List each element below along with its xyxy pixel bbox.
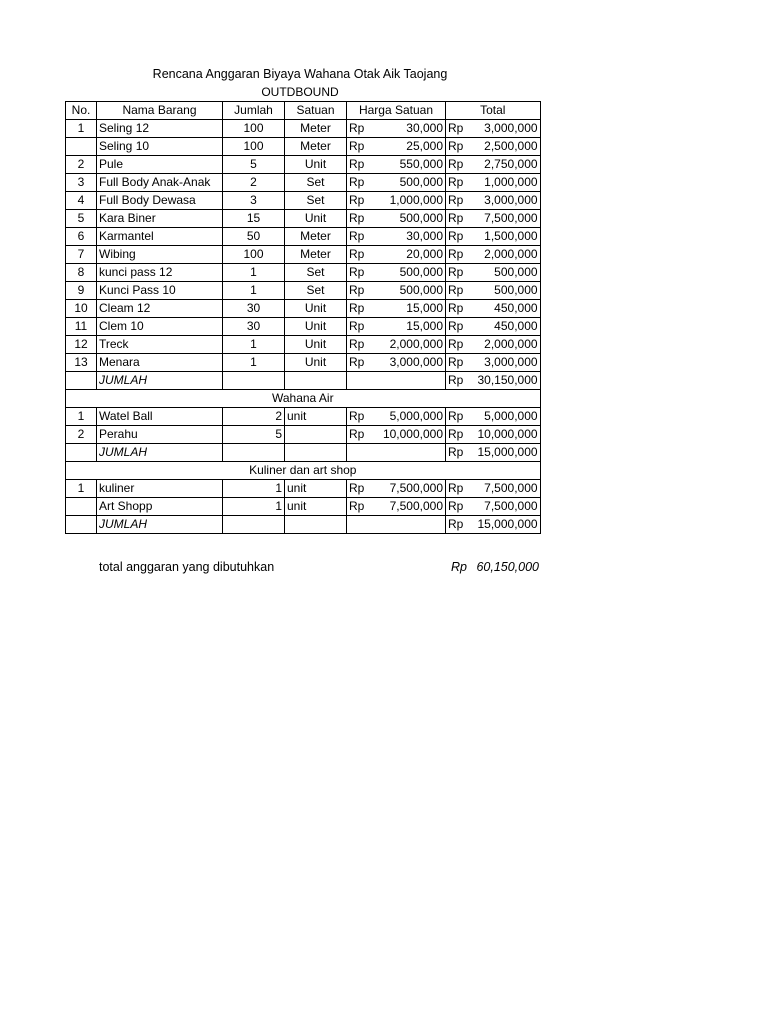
item-unit-price: 500,000 — [377, 210, 446, 228]
total-currency: Rp — [446, 156, 476, 174]
row-number: 1 — [66, 480, 97, 498]
item-total: 10,000,000 — [476, 426, 541, 444]
document-title: Rencana Anggaran Biyaya Wahana Otak Aik Taojang — [152, 67, 448, 81]
table-row — [66, 318, 541, 336]
price-currency: Rp — [347, 498, 377, 516]
item-unit-price: 15,000 — [377, 300, 446, 318]
item-unit-price: 30,000 — [377, 120, 446, 138]
item-name: kunci pass 12 — [97, 264, 223, 282]
item-total: 3,000,000 — [476, 192, 541, 210]
row-number: 4 — [66, 192, 97, 210]
item-total: 1,000,000 — [476, 174, 541, 192]
item-quantity: 2 — [223, 174, 285, 192]
item-unit-price: 7,500,000 — [377, 480, 446, 498]
item-name: Wibing — [97, 246, 223, 264]
row-number: 3 — [66, 174, 97, 192]
table-row — [66, 408, 541, 426]
price-currency: Rp — [347, 426, 377, 444]
item-unit: Unit — [285, 354, 347, 372]
item-quantity: 3 — [223, 192, 285, 210]
price-currency: Rp — [347, 282, 377, 300]
total-currency: Rp — [446, 300, 476, 318]
item-unit: Meter — [285, 228, 347, 246]
subtotal-label: JUMLAH — [97, 444, 223, 462]
total-currency: Rp — [446, 210, 476, 228]
header-price: Harga Satuan — [347, 102, 446, 120]
table-row — [66, 336, 541, 354]
item-unit-price: 2,000,000 — [377, 336, 446, 354]
item-name: Pule — [97, 156, 223, 174]
price-currency: Rp — [347, 480, 377, 498]
item-quantity: 1 — [223, 264, 285, 282]
item-unit: Unit — [285, 210, 347, 228]
row-number: 2 — [66, 426, 97, 444]
header-row — [66, 102, 541, 120]
item-total: 1,500,000 — [476, 228, 541, 246]
total-currency: Rp — [446, 264, 476, 282]
item-quantity: 30 — [223, 300, 285, 318]
table-row — [66, 426, 541, 444]
table-row — [66, 210, 541, 228]
item-total: 2,000,000 — [476, 336, 541, 354]
table-row — [66, 480, 541, 498]
total-currency: Rp — [446, 174, 476, 192]
subtotal-empty — [223, 444, 285, 462]
item-name: Seling 10 — [97, 138, 223, 156]
item-unit-price: 7,500,000 — [377, 498, 446, 516]
item-unit: Set — [285, 192, 347, 210]
item-name: Cleam 12 — [97, 300, 223, 318]
item-quantity: 1 — [223, 336, 285, 354]
item-unit: Meter — [285, 138, 347, 156]
item-unit-price: 30,000 — [377, 228, 446, 246]
total-currency: Rp — [446, 426, 476, 444]
item-name: kuliner — [97, 480, 223, 498]
item-total: 2,750,000 — [476, 156, 541, 174]
subtotal-label: JUMLAH — [97, 372, 223, 390]
item-unit: Meter — [285, 120, 347, 138]
table-row — [66, 120, 541, 138]
item-unit: Unit — [285, 336, 347, 354]
item-unit: Set — [285, 174, 347, 192]
item-total: 3,000,000 — [476, 354, 541, 372]
subtotal-currency: Rp — [446, 516, 476, 534]
total-currency: Rp — [446, 246, 476, 264]
table-row — [66, 192, 541, 210]
wahana-air-section — [66, 390, 541, 462]
subtotal-empty — [66, 444, 97, 462]
row-number: 1 — [66, 120, 97, 138]
price-currency: Rp — [347, 336, 377, 354]
outbound-section — [66, 120, 541, 390]
item-name: Treck — [97, 336, 223, 354]
item-total: 7,500,000 — [476, 498, 541, 516]
subtotal-empty — [223, 372, 285, 390]
item-unit: Unit — [285, 300, 347, 318]
subtotal-empty — [285, 516, 347, 534]
item-quantity: 15 — [223, 210, 285, 228]
item-total: 7,500,000 — [476, 210, 541, 228]
subtotal-currency: Rp — [446, 372, 476, 390]
table-row — [66, 156, 541, 174]
table-row — [66, 498, 541, 516]
item-quantity: 1 — [223, 354, 285, 372]
subtotal-empty — [66, 372, 97, 390]
subtotal-row — [66, 444, 541, 462]
item-name: Kunci Pass 10 — [97, 282, 223, 300]
item-unit: unit — [285, 498, 347, 516]
table-row — [66, 174, 541, 192]
item-unit-price: 500,000 — [377, 264, 446, 282]
item-unit: Set — [285, 264, 347, 282]
table-row — [66, 300, 541, 318]
item-total: 450,000 — [476, 318, 541, 336]
item-unit: unit — [285, 480, 347, 498]
document-subtitle: OUTDBOUND — [261, 85, 339, 99]
grand-total-currency: Rp — [451, 560, 467, 574]
item-name: Full Body Anak-Anak — [97, 174, 223, 192]
total-currency: Rp — [446, 498, 476, 516]
subtotal-label: JUMLAH — [97, 516, 223, 534]
table-row — [66, 354, 541, 372]
total-currency: Rp — [446, 138, 476, 156]
subtotal-empty — [347, 516, 446, 534]
item-unit-price: 500,000 — [377, 174, 446, 192]
item-unit-price: 3,000,000 — [377, 354, 446, 372]
section-header: Kuliner dan art shop — [66, 462, 541, 480]
item-quantity: 100 — [223, 120, 285, 138]
row-number: 13 — [66, 354, 97, 372]
header-no: No. — [66, 102, 97, 120]
row-number: 10 — [66, 300, 97, 318]
item-unit: Set — [285, 282, 347, 300]
total-currency: Rp — [446, 228, 476, 246]
item-total: 5,000,000 — [476, 408, 541, 426]
row-number — [66, 138, 97, 156]
price-currency: Rp — [347, 318, 377, 336]
row-number: 5 — [66, 210, 97, 228]
item-unit-price: 10,000,000 — [377, 426, 446, 444]
item-quantity: 2 — [223, 408, 285, 426]
row-number: 1 — [66, 408, 97, 426]
row-number: 12 — [66, 336, 97, 354]
total-currency: Rp — [446, 336, 476, 354]
item-total: 450,000 — [476, 300, 541, 318]
header-total: Total — [446, 102, 541, 120]
total-currency: Rp — [446, 318, 476, 336]
subtotal-row — [66, 372, 541, 390]
row-number — [66, 498, 97, 516]
item-quantity: 5 — [223, 156, 285, 174]
total-currency: Rp — [446, 282, 476, 300]
price-currency: Rp — [347, 120, 377, 138]
price-currency: Rp — [347, 138, 377, 156]
total-currency: Rp — [446, 120, 476, 138]
subtotal-empty — [223, 516, 285, 534]
total-currency: Rp — [446, 354, 476, 372]
price-currency: Rp — [347, 354, 377, 372]
item-name: Karmantel — [97, 228, 223, 246]
item-quantity: 5 — [223, 426, 285, 444]
subtotal-row — [66, 516, 541, 534]
budget-table — [65, 101, 541, 534]
subtotal-currency: Rp — [446, 444, 476, 462]
subtotal-amount: 15,000,000 — [476, 444, 541, 462]
row-number: 9 — [66, 282, 97, 300]
row-number: 8 — [66, 264, 97, 282]
item-name: Full Body Dewasa — [97, 192, 223, 210]
item-name: Kara Biner — [97, 210, 223, 228]
subtotal-empty — [347, 444, 446, 462]
table-row — [66, 282, 541, 300]
item-quantity: 50 — [223, 228, 285, 246]
item-unit-price: 20,000 — [377, 246, 446, 264]
item-unit-price: 1,000,000 — [377, 192, 446, 210]
item-total: 2,000,000 — [476, 246, 541, 264]
table-row — [66, 138, 541, 156]
item-quantity: 30 — [223, 318, 285, 336]
item-unit-price: 5,000,000 — [377, 408, 446, 426]
item-quantity: 1 — [223, 498, 285, 516]
price-currency: Rp — [347, 192, 377, 210]
kuliner-section — [66, 462, 541, 534]
header-qty: Jumlah — [223, 102, 285, 120]
header-unit: Satuan — [285, 102, 347, 120]
item-unit-price: 25,000 — [377, 138, 446, 156]
total-currency: Rp — [446, 408, 476, 426]
item-quantity: 100 — [223, 138, 285, 156]
item-name: Perahu — [97, 426, 223, 444]
section-header-row — [66, 390, 541, 408]
section-header: Wahana Air — [66, 390, 541, 408]
item-name: Seling 12 — [97, 120, 223, 138]
item-unit — [285, 426, 347, 444]
item-name: Menara — [97, 354, 223, 372]
subtotal-amount: 30,150,000 — [476, 372, 541, 390]
price-currency: Rp — [347, 408, 377, 426]
item-name: Watel Ball — [97, 408, 223, 426]
item-total: 500,000 — [476, 282, 541, 300]
item-unit: Unit — [285, 156, 347, 174]
price-currency: Rp — [347, 300, 377, 318]
item-unit: Unit — [285, 318, 347, 336]
price-currency: Rp — [347, 264, 377, 282]
item-unit: unit — [285, 408, 347, 426]
total-currency: Rp — [446, 480, 476, 498]
item-unit: Meter — [285, 246, 347, 264]
table-row — [66, 246, 541, 264]
grand-total-amount: 60,150,000 — [476, 560, 539, 574]
item-unit-price: 500,000 — [377, 282, 446, 300]
row-number: 6 — [66, 228, 97, 246]
subtotal-amount: 15,000,000 — [476, 516, 541, 534]
row-number: 11 — [66, 318, 97, 336]
section-header-row — [66, 462, 541, 480]
item-quantity: 1 — [223, 282, 285, 300]
item-total: 500,000 — [476, 264, 541, 282]
table-row — [66, 264, 541, 282]
subtotal-empty — [66, 516, 97, 534]
header-name: Nama Barang — [97, 102, 223, 120]
row-number: 7 — [66, 246, 97, 264]
item-total: 3,000,000 — [476, 120, 541, 138]
item-name: Clem 10 — [97, 318, 223, 336]
price-currency: Rp — [347, 156, 377, 174]
price-currency: Rp — [347, 210, 377, 228]
item-unit-price: 15,000 — [377, 318, 446, 336]
subtotal-empty — [285, 444, 347, 462]
subtotal-empty — [347, 372, 446, 390]
item-name: Art Shopp — [97, 498, 223, 516]
table-row — [66, 228, 541, 246]
item-quantity: 100 — [223, 246, 285, 264]
price-currency: Rp — [347, 174, 377, 192]
item-total: 2,500,000 — [476, 138, 541, 156]
price-currency: Rp — [347, 228, 377, 246]
row-number: 2 — [66, 156, 97, 174]
item-quantity: 1 — [223, 480, 285, 498]
price-currency: Rp — [347, 246, 377, 264]
item-total: 7,500,000 — [476, 480, 541, 498]
item-unit-price: 550,000 — [377, 156, 446, 174]
subtotal-empty — [285, 372, 347, 390]
total-currency: Rp — [446, 192, 476, 210]
grand-total-label: total anggaran yang dibutuhkan — [99, 560, 275, 574]
